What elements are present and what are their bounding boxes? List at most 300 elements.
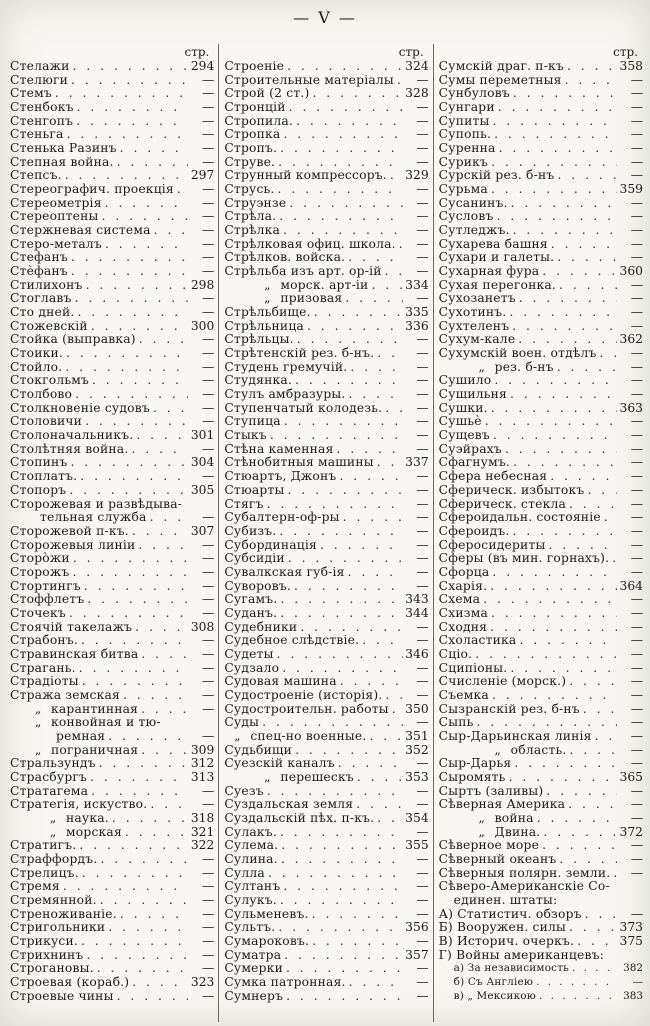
entry-text: Стропъ.	[224, 142, 278, 156]
index-entry	[439, 552, 644, 566]
index-entry	[224, 333, 429, 347]
entry-text: Сыр-Дарья	[438, 757, 512, 771]
entry-text: Стопоръ	[10, 483, 67, 497]
entry-text: Счисленіе (морск.)	[438, 675, 567, 689]
index-entry	[439, 607, 644, 621]
entry-text: Сферы (въ мин. горнахъ).	[438, 552, 610, 566]
entry-text: Суданъ.	[224, 606, 278, 620]
entry-text: Столоначальникъ.	[10, 429, 134, 443]
page-number: 334	[405, 278, 429, 292]
index-entry	[10, 539, 215, 553]
index-entry	[439, 265, 644, 279]
index-entry	[10, 607, 215, 621]
ditto-mark: „	[264, 292, 271, 306]
index-entry	[224, 935, 429, 949]
page-number: 358	[619, 60, 643, 73]
leader-dots	[259, 716, 403, 730]
index-entry	[439, 798, 644, 812]
page-number: —	[630, 593, 643, 607]
page-number: 351	[405, 729, 429, 743]
entry-text: Сультъ.	[224, 921, 276, 935]
entry-text: Сущевъ	[438, 429, 490, 443]
leader-dots	[265, 867, 403, 881]
entry-text: Суэйрахъ	[438, 442, 502, 456]
index-entry	[439, 867, 644, 881]
index-entry	[439, 894, 644, 908]
leader-dots	[70, 60, 189, 74]
entry-text: Султанъ	[224, 880, 281, 894]
leader-dots	[82, 415, 188, 429]
index-entry	[10, 60, 215, 74]
entry-text: Схема	[438, 593, 481, 607]
leader-dots	[66, 484, 188, 498]
index-entry	[439, 197, 644, 211]
leader-dots	[294, 333, 403, 347]
entry-text: Сферическ. стекла	[438, 497, 567, 511]
entry-text: Стержневая система	[10, 224, 151, 238]
leader-dots	[66, 607, 188, 621]
page-number: —	[416, 442, 429, 456]
page-number: —	[630, 620, 643, 634]
index-entry	[10, 74, 215, 88]
entry-text: перешескъ	[280, 770, 354, 784]
leader-dots	[68, 251, 188, 265]
index-entry	[439, 648, 644, 662]
leader-dots	[81, 580, 189, 594]
index-entry	[10, 908, 215, 922]
index-entry	[224, 607, 429, 621]
leader-dots	[601, 511, 617, 525]
entry-text: Сумы переметныя	[438, 73, 562, 87]
leader-dots	[109, 812, 188, 826]
index-entry	[224, 320, 429, 334]
entry-text: Сыр-Дарьинская линія	[438, 729, 592, 743]
index-entry	[439, 456, 644, 470]
entry-text: Сходня	[438, 620, 488, 634]
page-number: —	[630, 237, 643, 251]
index-entry	[10, 593, 215, 607]
page-number: —	[416, 388, 429, 402]
entry-text: Степная война.	[10, 155, 114, 169]
leader-dots	[311, 306, 403, 320]
entry-text: Строевая (кораб.)	[10, 976, 130, 990]
entry-text: Стереометрія	[10, 196, 102, 210]
page-number: —	[630, 524, 643, 538]
index-entry	[224, 347, 429, 361]
entry-text: Студень гремучій.	[224, 360, 348, 374]
entry-text: Стоики.	[10, 347, 64, 361]
leader-dots	[340, 511, 403, 525]
page-number: 362	[619, 333, 643, 347]
ditto-mark: „	[494, 743, 501, 757]
entry-text: Сціо.	[438, 647, 473, 661]
leader-dots	[60, 880, 188, 894]
page-number: —	[416, 825, 429, 839]
entry-text: Стенька Разинъ	[10, 142, 117, 156]
page-number: —	[202, 415, 215, 429]
leader-dots	[309, 935, 403, 949]
entry-text: Сулла	[224, 866, 265, 880]
index-entry	[10, 415, 215, 429]
page-number: —	[416, 196, 429, 210]
entry-text: Сфорца	[438, 565, 490, 579]
leader-dots	[138, 703, 188, 717]
page-number: —	[416, 935, 429, 948]
page-number: —	[416, 634, 429, 648]
leader-dots	[491, 374, 617, 388]
page-number: 308	[190, 620, 215, 634]
page-number: —	[202, 101, 215, 115]
page-number: —	[630, 702, 643, 716]
page-number: —	[416, 155, 429, 169]
leader-dots	[83, 949, 188, 963]
leader-dots	[276, 525, 402, 539]
page-number: —	[202, 196, 215, 210]
index-entry	[224, 156, 429, 170]
index-entry	[439, 976, 644, 990]
index-entry	[439, 115, 644, 129]
index-entry	[439, 484, 644, 498]
index-entry	[439, 593, 644, 607]
page-number: 328	[405, 87, 429, 101]
page-number: 375	[619, 935, 643, 948]
entry-text: война	[494, 811, 534, 825]
index-entry	[224, 238, 429, 252]
page-number: —	[202, 565, 215, 579]
index-entry	[10, 101, 215, 115]
page-number: —	[416, 333, 429, 347]
page-number: —	[416, 251, 429, 265]
index-entry	[224, 744, 429, 758]
page-number: —	[416, 73, 429, 87]
leader-dots	[114, 990, 189, 1004]
index-entry	[224, 566, 429, 580]
index-column	[5, 44, 218, 1022]
leader-dots	[63, 347, 188, 361]
page-number: 363	[619, 401, 643, 415]
entry-text: Сулема.	[224, 839, 279, 853]
entry-text: Сурикъ	[438, 155, 489, 169]
entry-text: Стрѣлков. войска.	[224, 251, 346, 265]
index-entry	[224, 662, 429, 676]
page-number: 350	[405, 702, 429, 716]
entry-text: Стронцій	[224, 101, 286, 115]
entry-text: Сызранскій рез. б-нъ	[438, 702, 580, 716]
index-entry	[10, 675, 215, 689]
page-number: —	[416, 962, 429, 976]
leader-dots	[277, 142, 403, 156]
entry-text: Стюартъ, Джонъ	[224, 470, 337, 484]
entry-text: Суздальскій пѣх. п-къ.	[224, 811, 375, 825]
index-entry	[224, 580, 429, 594]
ditto-mark: „	[264, 770, 271, 784]
entry-text: Стравинская битва	[10, 647, 139, 661]
leader-dots	[317, 539, 403, 553]
entry-text: призовая	[280, 292, 343, 306]
index-entry	[439, 703, 644, 717]
index-entry	[10, 703, 215, 717]
page-number: —	[416, 142, 429, 156]
page-number: —	[632, 976, 643, 989]
leader-dots	[345, 251, 402, 265]
index-entry	[10, 976, 215, 990]
page-number: —	[416, 237, 429, 251]
entry-text: Сухум-кале	[438, 333, 516, 347]
leader-dots	[122, 826, 188, 840]
entry-text: Сухтеленъ	[438, 319, 510, 333]
index-entry	[10, 142, 215, 156]
leader-dots	[495, 101, 617, 115]
index-entry	[224, 101, 429, 115]
ditto-mark: „	[34, 716, 42, 730]
leader-dots	[488, 156, 617, 170]
entry-text: Сторожевыя линіи	[10, 538, 136, 552]
leader-dots	[342, 292, 402, 306]
page-number: —	[630, 757, 643, 771]
index-entry	[224, 306, 429, 320]
leader-dots	[353, 798, 402, 812]
leader-dots	[345, 566, 403, 580]
entry-text: Стрѣтенскій рез. б-нъ.	[224, 347, 375, 361]
page-number: —	[630, 374, 643, 388]
page-number: —	[630, 470, 643, 484]
leader-dots	[293, 115, 403, 129]
leader-dots	[105, 730, 188, 744]
page-number: —	[630, 811, 643, 825]
leader-dots	[275, 156, 403, 170]
entry-text: Сухая перегонка.	[438, 278, 557, 292]
index-entry	[224, 279, 429, 293]
leader-dots	[132, 621, 188, 635]
leader-dots	[76, 839, 188, 853]
leader-dots	[516, 292, 617, 306]
leader-dots	[286, 101, 403, 115]
leader-dots	[264, 498, 403, 512]
page-number: —	[630, 565, 643, 579]
index-entry	[224, 210, 429, 224]
index-entry	[224, 511, 429, 525]
entry-text: Судостроительн. работы	[224, 702, 389, 716]
leader-dots	[539, 265, 617, 279]
leader-dots	[97, 894, 189, 908]
page-number: —	[416, 483, 429, 497]
leader-dots	[105, 921, 188, 935]
page-number: —	[630, 155, 643, 169]
index-entry	[224, 183, 429, 197]
index-entry	[10, 498, 215, 512]
index-entry	[10, 443, 215, 457]
page-number: —	[630, 292, 643, 306]
index-entry	[10, 839, 215, 853]
entry-text: Сухумскій воен. отдѣлъ	[438, 347, 597, 361]
entry-text: Стратигъ.	[10, 839, 77, 853]
leader-dots	[511, 757, 617, 771]
entry-text: Степсъ.	[10, 169, 62, 183]
entry-text: Стыкъ	[224, 429, 267, 443]
entry-text: Судеты	[224, 647, 274, 661]
leader-dots	[291, 580, 403, 594]
leader-dots	[597, 347, 617, 361]
page-number: —	[630, 839, 643, 853]
index-entry	[439, 238, 644, 252]
index-entry	[439, 511, 644, 525]
index-entry	[224, 251, 429, 265]
entry-text: Строгановы.	[10, 962, 94, 976]
index-entry	[224, 87, 429, 101]
leader-dots	[292, 744, 403, 758]
entry-text: Стефанъ	[10, 251, 68, 265]
index-entry	[10, 580, 215, 594]
page-number: 356	[405, 921, 429, 935]
leader-dots	[285, 552, 403, 566]
leader-dots	[52, 87, 188, 101]
entry-text: Судовая машина	[224, 675, 337, 689]
index-entry	[224, 443, 429, 457]
index-entry	[224, 703, 429, 717]
ditto-mark: „	[478, 360, 485, 374]
page-number: —	[416, 497, 429, 511]
index-entry	[10, 251, 215, 265]
page-number: —	[416, 538, 429, 552]
page-number: —	[630, 798, 643, 812]
entry-text: Сторожевая и развѣдыва-	[10, 497, 183, 511]
page-number: —	[630, 429, 643, 443]
column-body	[439, 60, 644, 1003]
page-number: —	[416, 675, 429, 689]
leader-dots	[488, 402, 617, 416]
entry-text: Стемъ	[10, 87, 52, 101]
leader-dots	[472, 648, 617, 662]
index-column	[218, 44, 432, 1022]
page-number: —	[202, 265, 215, 279]
entry-text: карантинная	[51, 702, 139, 716]
index-entry	[10, 867, 215, 881]
page-number: —	[202, 237, 215, 251]
page-number: 305	[190, 483, 215, 497]
leader-dots	[609, 552, 617, 566]
index-entry	[439, 880, 644, 894]
leader-dots	[278, 839, 402, 853]
page-column-label: стр.	[184, 45, 210, 59]
index-entry	[439, 826, 644, 840]
entry-text: Стреноживаніе.	[10, 907, 117, 921]
index-entry	[10, 662, 215, 676]
page-number: —	[630, 729, 643, 743]
entry-text: Субсидіи	[224, 552, 285, 566]
page-number: —	[630, 647, 643, 661]
page-number: —	[202, 702, 215, 716]
leader-dots	[582, 908, 617, 922]
index-entry	[439, 839, 644, 853]
page-number: —	[202, 347, 215, 361]
index-entry	[224, 361, 429, 375]
leader-dots	[120, 689, 188, 703]
page-number: —	[416, 620, 429, 634]
index-entry	[439, 292, 644, 306]
ditto-mark: „	[49, 811, 57, 825]
page-number: 329	[405, 169, 429, 183]
index-entry	[224, 539, 429, 553]
index-column	[433, 44, 647, 1022]
index-entry	[10, 744, 215, 758]
entry-text: Стеро-металъ	[10, 237, 102, 251]
index-entry	[10, 757, 215, 771]
page-number: 346	[405, 647, 429, 661]
index-entry	[224, 990, 429, 1004]
index-entry	[10, 566, 215, 580]
index-entry	[10, 689, 215, 703]
leader-dots	[374, 456, 403, 470]
page-number: —	[202, 675, 215, 689]
leader-dots	[135, 539, 188, 553]
entry-text: А) Статистич. обзоръ	[438, 907, 582, 921]
leader-dots	[536, 990, 617, 1004]
index-entry	[224, 115, 429, 129]
entry-text: Сто дней.	[10, 306, 75, 320]
index-entry	[10, 484, 215, 498]
leader-dots	[292, 374, 403, 388]
entry-text: Стокгольмъ	[10, 374, 90, 388]
index-entry	[224, 169, 429, 183]
page-number: 300	[190, 319, 215, 333]
index-entry	[10, 511, 215, 525]
page-number: —	[202, 210, 215, 224]
entry-text: ремная	[56, 729, 106, 743]
page-number: 360	[619, 265, 643, 279]
entry-text: Сыпь	[438, 716, 474, 730]
entry-text: Струэнзе	[224, 196, 287, 210]
entry-text: Сточекъ	[10, 606, 66, 620]
leader-dots	[117, 142, 189, 156]
page-number: —	[202, 183, 215, 197]
leader-dots	[102, 197, 189, 211]
page-number: —	[416, 579, 429, 593]
entry-text: Стригольники	[10, 921, 106, 935]
index-entry	[439, 566, 644, 580]
entry-text: Стереографич. проекція	[10, 183, 174, 197]
page-number: —	[416, 852, 429, 866]
index-entry	[10, 771, 215, 785]
index-entry	[224, 374, 429, 388]
index-entry	[10, 962, 215, 976]
leader-dots	[489, 689, 617, 703]
page-number: —	[202, 634, 215, 648]
page-number: 373	[619, 921, 643, 935]
index-entry	[224, 388, 429, 402]
page-number: —	[416, 907, 429, 921]
index-entry	[439, 757, 644, 771]
page-number: —	[202, 87, 215, 101]
leader-dots	[67, 456, 188, 470]
page-number: —	[202, 784, 215, 798]
index-entry	[224, 265, 429, 279]
entry-text: Стелюги	[10, 73, 69, 87]
index-entry	[10, 156, 215, 170]
page-number: 337	[405, 456, 429, 470]
page-number: —	[630, 251, 643, 265]
page-number: —	[202, 292, 215, 306]
entry-text: Сушило	[438, 374, 492, 388]
index-entry	[439, 333, 644, 347]
page-number: —	[202, 306, 215, 320]
index-entry	[439, 539, 644, 553]
page-number: 313	[190, 770, 215, 784]
entry-text: Суды	[224, 716, 260, 730]
page-number: —	[630, 456, 643, 470]
column-body	[10, 60, 215, 1003]
leader-dots	[592, 730, 617, 744]
page-number: —	[630, 442, 643, 456]
